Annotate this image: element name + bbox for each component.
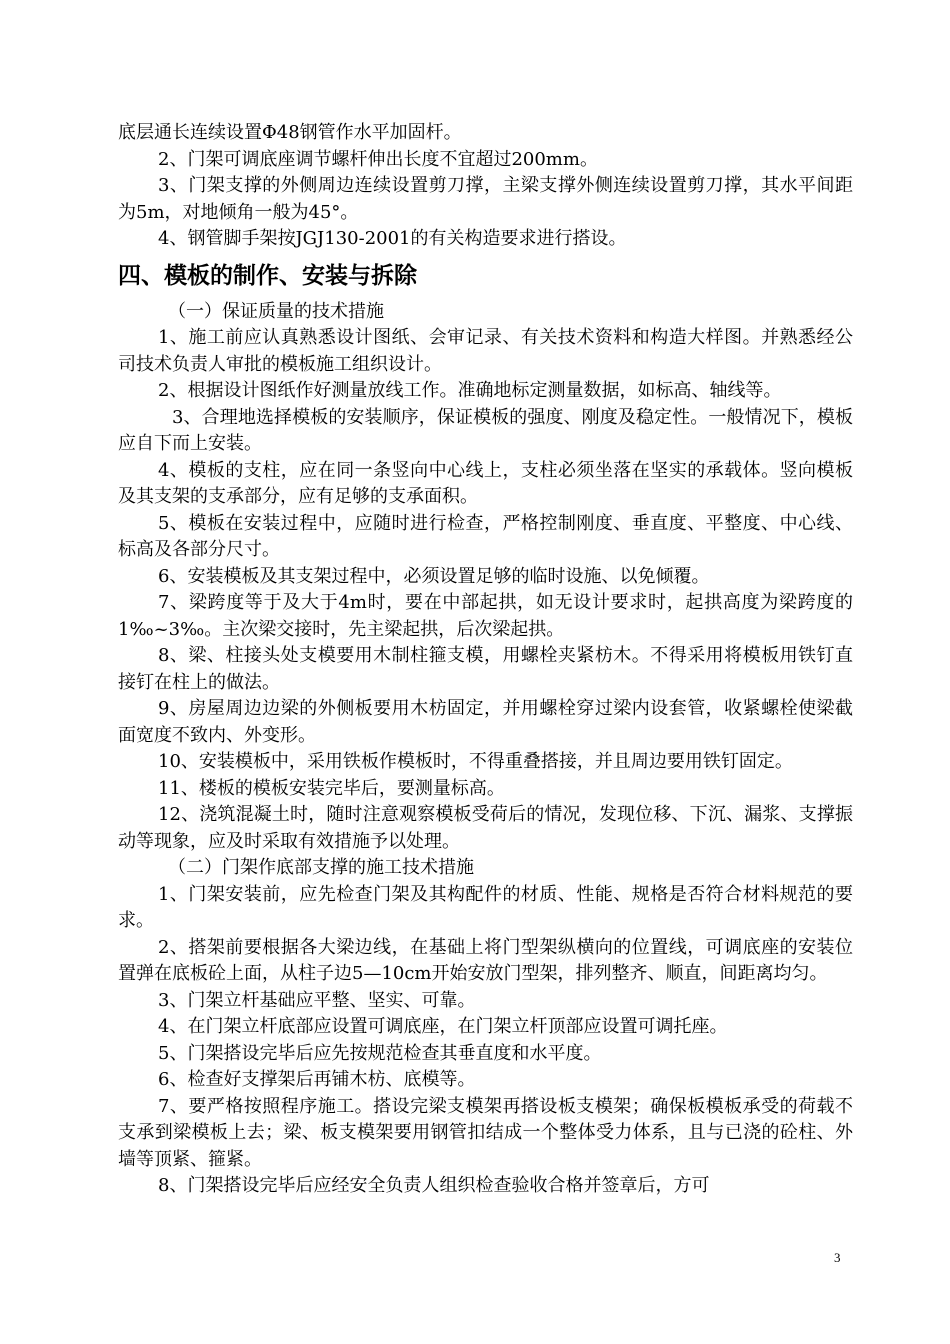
paragraph: 5、门架搭设完毕后应先按规范检查其垂直度和水平度。 xyxy=(158,1042,602,1064)
paragraph: 4、模板的支柱，应在同一条竖向中心线上，支柱必须坐落在坚实的承载体。竖向模板及其支架的支承部分，应有足够的支承面积。 xyxy=(118,459,853,507)
paragraph: 9、房屋周边边梁的外侧板要用木枋固定，并用螺栓穿过梁内设套管，收紧螺栓使梁截面宽度不致内、外变形。 xyxy=(118,698,853,746)
paragraph: 6、安装模板及其支架过程中，必须设置足够的临时设施、以免倾覆。 xyxy=(158,565,710,587)
paragraph: 8、门架搭设完毕后应经安全负责人组织检查验收合格并签章后，方可 xyxy=(158,1175,710,1196)
paragraph: 底层通长连续设置Φ48钢管作水平加固杆。 xyxy=(118,122,462,143)
paragraph: 7、要严格按照程序施工。搭设完梁支模架再搭设板支模架；确保板模板承受的荷载不支承到梁模板上去；梁、板支模架要用钢管扣结成一个整体受力体系，且与已浇的砼柱、外墙等顶紧、箍紧。 xyxy=(118,1095,853,1170)
paragraph: 3、合理地选择模板的安装顺序，保证模板的强度、刚度及稳定性。一般情况下，模板应自下而上安装。 xyxy=(118,406,853,454)
document-body xyxy=(118,120,853,1200)
paragraph: 3、门架立杆基础应平整、坚实、可靠。 xyxy=(158,989,476,1011)
paragraph: 11、楼板的模板安装完毕后，要测量标高。 xyxy=(158,777,505,799)
paragraph: 2、根据设计图纸作好测量放线工作。准确地标定测量数据，如标高、轴线等。 xyxy=(158,380,782,401)
paragraph: 6、检查好支撑架后再铺木枋、底模等。 xyxy=(158,1069,476,1090)
subheading: （二）门架作底部支撑的施工技术措施 xyxy=(168,857,474,878)
paragraph: 5、模板在安装过程中，应随时进行检查，严格控制刚度、垂直度、平整度、中心线、标高及各部分尺寸。 xyxy=(118,512,853,560)
page-number: 3 xyxy=(834,1250,841,1265)
paragraph: 1、施工前应认真熟悉设计图纸、会审记录、有关技术资料和构造大样图。并熟悉经公司技术负责人审批的模板施工组织设计。 xyxy=(118,327,853,375)
paragraph: 2、门架可调底座调节螺杆伸出长度不宜超过200mm。 xyxy=(158,148,598,170)
paragraph: 2、搭架前要根据各大梁边线，在基础上将门型架纵横向的位置线，可调底座的安装位置弹在底板砼上面，从柱子边5—10cm开始安放门型架，排列整齐、顺直，间距离均匀。 xyxy=(118,936,853,984)
paragraph: 10、安装模板中，采用铁板作模板时，不得重叠搭接，并且周边要用铁钉固定。 xyxy=(158,751,793,772)
subheading: （一）保证质量的技术措施 xyxy=(168,300,384,322)
section-heading: 四、模板的制作、安装与拆除 xyxy=(118,262,417,289)
paragraph: 4、在门架立杆底部应设置可调底座，在门架立杆顶部应设置可调托座。 xyxy=(158,1016,728,1037)
paragraph: 4、钢管脚手架按JGJ130-2001的有关构造要求进行搭设。 xyxy=(158,228,627,249)
paragraph: 8、梁、柱接头处支模要用木制柱箍支模，用螺栓夹紧枋木。不得采用将模板用铁钉直接钉在柱上的做法。 xyxy=(118,645,853,693)
paragraph: 1、门架安装前，应先检查门架及其构配件的材质、性能、规格是否符合材料规范的要求。 xyxy=(118,883,853,931)
paragraph: 3、门架支撑的外侧周边连续设置剪刀撑，主梁支撑外侧连续设置剪刀撑，其水平间距为5m，对地倾角一般为45°。 xyxy=(118,175,853,223)
paragraph: 12、浇筑混凝土时，随时注意观察模板受荷后的情况，发现位移、下沉、漏浆、支撑振动等现象，应及时采取有效措施予以处理。 xyxy=(118,804,853,852)
paragraph: 7、梁跨度等于及大于4m时，要在中部起拱，如无设计要求时，起拱高度为梁跨度的1‰~3‰。主次梁交接时，先主梁起拱，后次梁起拱。 xyxy=(118,592,853,640)
